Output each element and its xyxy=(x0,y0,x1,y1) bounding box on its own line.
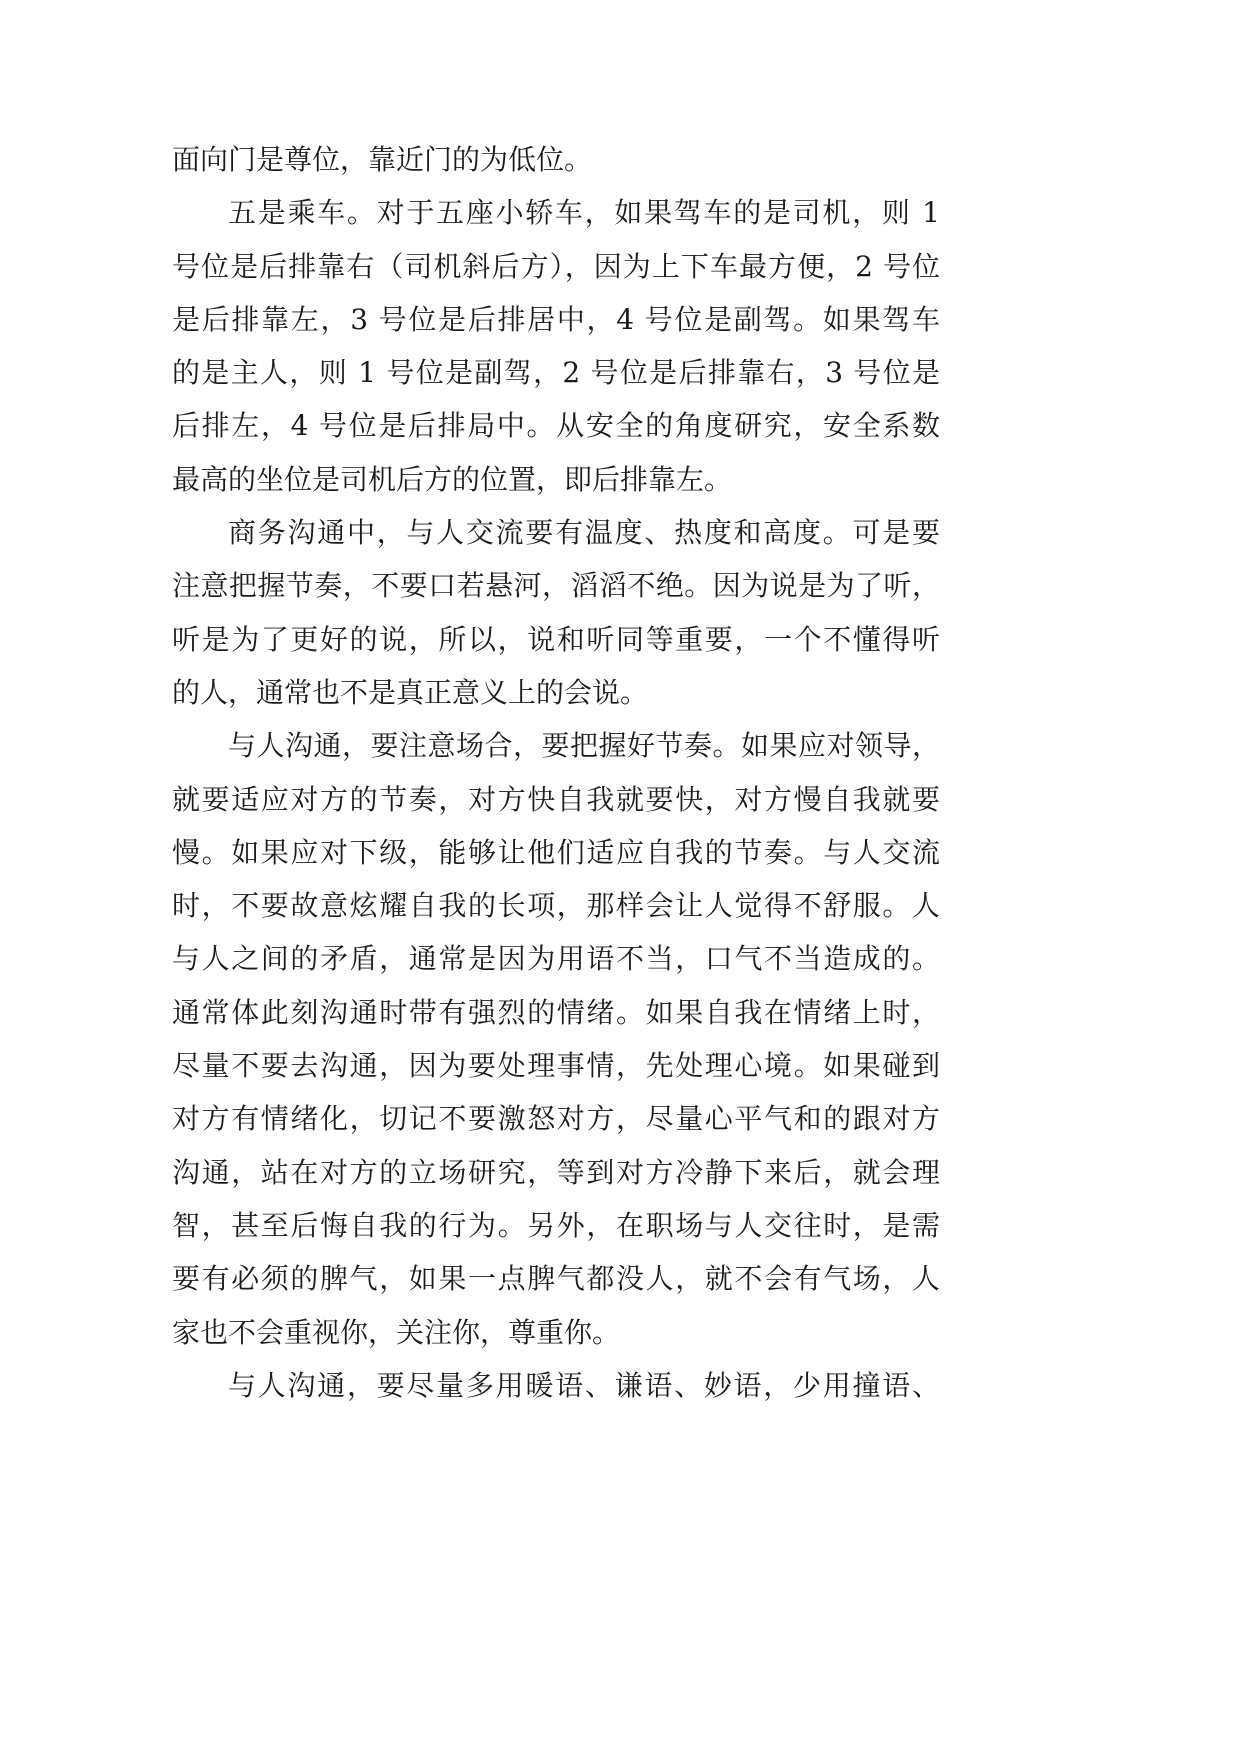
paragraph-continued xyxy=(172,133,940,186)
text-line: 面向门是尊位，靠近门的为低位。 xyxy=(172,143,593,176)
text-line: 注意把握节奏，不要口若悬河，滔滔不绝。因为说是为了听， xyxy=(172,569,940,603)
text-line: 是后排靠左，3 号位是后排居中，4 号位是副驾。如果驾车 xyxy=(172,302,940,336)
paragraph-business-communication xyxy=(172,506,940,719)
text-line: 的是主人，则 1 号位是副驾，2 号位是后排靠右，3 号位是 xyxy=(172,356,940,390)
text-line: 时，不要故意炫耀自我的长项，那样会让人觉得不舒服。人 xyxy=(172,889,940,923)
text-line: 后排左，4 号位是后排局中。从安全的角度研究，安全系数 xyxy=(172,409,940,443)
text-line: 与人沟通，要尽量多用暖语、谦语、妙语，少用撞语、 xyxy=(228,1368,940,1402)
text-line: 的人，通常也不是真正意义上的会说。 xyxy=(172,675,649,709)
text-line: 最高的坐位是司机后方的位置，即后排靠左。 xyxy=(172,462,733,496)
text-line: 尽量不要去沟通，因为要处理事情，先处理心境。如果碰到 xyxy=(172,1049,940,1083)
text-line: 要有必须的脾气，如果一点脾气都没人，就不会有气场，人 xyxy=(172,1262,940,1296)
text-line: 沟通，站在对方的立场研究，等到对方冷静下来后，就会理 xyxy=(172,1155,940,1189)
text-line: 就要适应对方的节奏，对方快自我就要快，对方慢自我就要 xyxy=(172,782,940,816)
text-line: 五是乘车。对于五座小轿车，如果驾车的是司机，则 1 xyxy=(228,196,940,230)
text-line: 慢。如果应对下级，能够让他们适应自我的节奏。与人交流 xyxy=(172,835,940,869)
paragraph-warm-words xyxy=(172,1359,940,1412)
text-line: 听是为了更好的说，所以，说和听同等重要，一个不懂得听 xyxy=(172,622,940,656)
text-line: 通常体此刻沟通时带有强烈的情绪。如果自我在情绪上时， xyxy=(172,995,940,1029)
text-line: 商务沟通中，与人交流要有温度、热度和高度。可是要 xyxy=(228,516,940,550)
text-line: 号位是后排靠右（司机斜后方），因为上下车最方便，2 号位 xyxy=(172,249,940,283)
text-line: 对方有情绪化，切记不要激怒对方，尽量心平气和的跟对方 xyxy=(172,1102,940,1136)
paragraph-communication-occasion xyxy=(172,719,940,1359)
text-line: 与人沟通，要注意场合，要把握好节奏。如果应对领导， xyxy=(228,729,940,763)
text-body xyxy=(172,133,940,1412)
paragraph-riding-car xyxy=(172,186,940,506)
text-line: 智，甚至后悔自我的行为。另外，在职场与人交往时，是需 xyxy=(172,1208,940,1242)
text-line: 与人之间的矛盾，通常是因为用语不当，口气不当造成的。 xyxy=(172,942,940,976)
text-line: 家也不会重视你，关注你，尊重你。 xyxy=(172,1315,621,1349)
